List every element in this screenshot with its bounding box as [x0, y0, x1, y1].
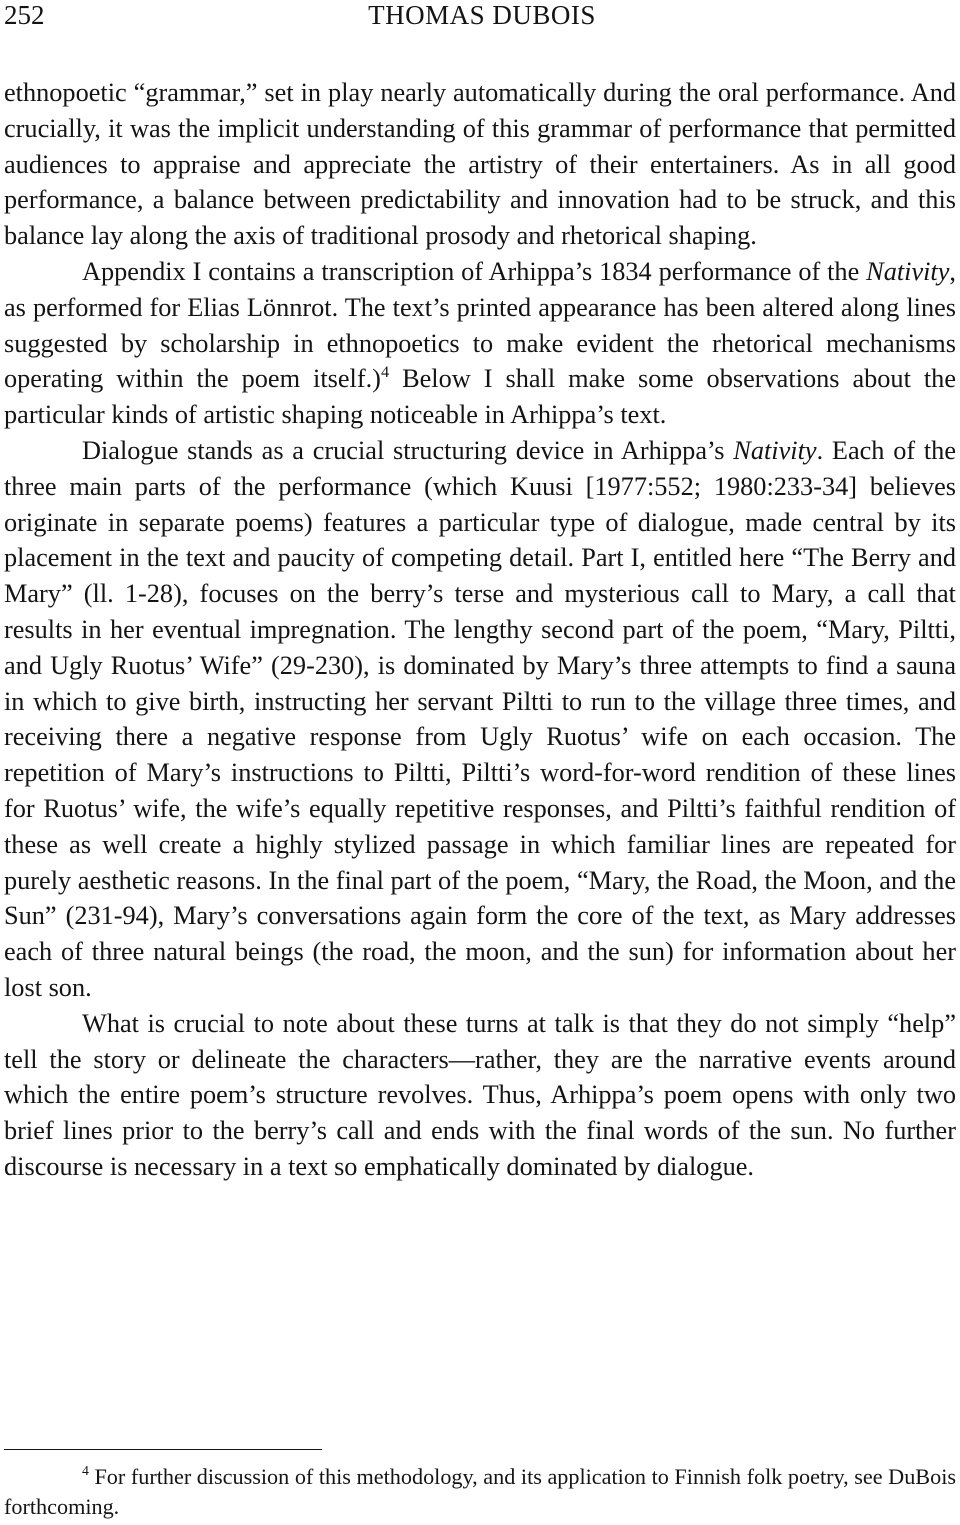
running-head-author: THOMAS DUBOIS: [368, 0, 596, 30]
paragraph-text: ethnopoetic “grammar,” set in play nearly automatically during the oral performance. And crucially, it was the implicit understanding of this grammar of performance that permitted audiences to appraise and appreciate the artistry of their entertainers. As in all good performance, a balance between predictability and innovation had to be struck, and this balance lay along the axis of traditional prosody and rhetorical shaping.: [4, 78, 956, 251]
paragraph-text: Below I shall make some observations about the particular kinds of artistic shaping noticeable in Arhippa’s text.: [4, 364, 956, 430]
work-title-nativity: Nativity: [733, 435, 817, 465]
paragraph-text: Dialogue stands as a crucial structuring device in Arhippa’s: [82, 435, 734, 465]
paragraph-text: , as performed for Elias Lönnrot. The text’s printed appearance has been altered along lines suggested by scholarship in ethnopoetics to make evident the rhetorical mechanisms operating within the poem itself.): [4, 256, 956, 394]
footnote-divider: [4, 1449, 322, 1450]
paragraph-3: [4, 433, 956, 1006]
paragraph-4: [4, 1006, 956, 1185]
paragraph-1-continued: [4, 75, 956, 254]
running-header: [4, 0, 960, 36]
footnote-paragraph: [4, 1462, 956, 1522]
footnote-reference: 4: [380, 361, 390, 381]
paragraph-text: . Each of the three main parts of the performance (which Kuusi [1977:552; 1980:233-34] believes originate in separate poems) features a particular type of dialogue, made central by its placement in the text and paucity of competing detail. Part I, entitled here “The Berry and Mary” (ll. 1-28), focuses on the berry’s terse and mysterious call to Mary, a call that results in her eventual impregnation. The lengthy second part of the poem, “Mary, Piltti, and Ugly Ruotus’ Wife” (29-230), is dominated by Mary’s three attempts to find a sauna in which to give birth, instructing her servant Piltti to run to the village three times, and receiving there a negative response from Ugly Ruotus’ wife on each occasion. The repetition of Mary’s instructions to Piltti, Piltti’s word-for-word rendition of these lines for Ruotus’ wife, the wife’s equally repetitive responses, and Piltti’s faithful rendition of these as well create a highly stylized passage in which familiar lines are repeated for purely aesthetic reasons. In the final part of the poem, “Mary, the Road, the Moon, and the Sun” (231-94), Mary’s conversations again form the core of the text, as Mary addresses each of three natural beings (the road, the moon, and the sun) for information about her lost son.: [4, 435, 956, 1002]
paragraph-text: Appendix I contains a transcription of Arhippa’s 1834 performance of the: [82, 256, 867, 286]
body-text: [4, 75, 956, 1185]
footnote-text: For further discussion of this methodology, and its application to Finnish folk poetry, see DuBois forthcoming.: [4, 1464, 956, 1519]
paragraph-2: [4, 254, 956, 433]
paragraph-text: What is crucial to note about these turns at talk is that they do not simply “help” tell the story or delineate the characters—rather, they are the narrative events around which the entire poem’s structure revolves. Thus, Arhippa’s poem opens with only two brief lines prior to the berry’s call and ends with the final words of the sun. No further discourse is necessary in a text so emphatically dominated by dialogue.: [4, 1008, 956, 1181]
page-number: 252: [4, 0, 45, 30]
work-title-nativity: Nativity: [866, 256, 950, 286]
footnote-marker: 4: [82, 1462, 89, 1478]
footnote: [4, 1462, 956, 1522]
